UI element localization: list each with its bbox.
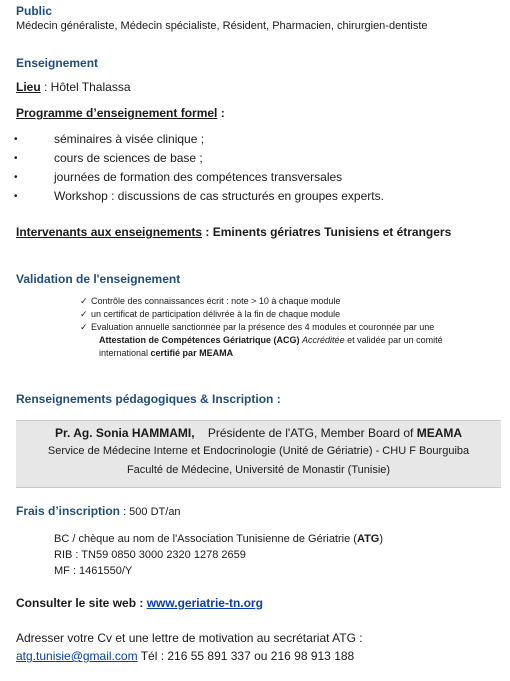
validation-item-3-line3 [99,348,233,358]
public-heading: Public [16,4,53,18]
bullet-icon: • [14,153,18,164]
validation-heading: Validation de l'enseignement [16,272,181,286]
site-line [16,596,263,610]
accreditee-text: Accréditée [302,335,345,345]
programme-item-3: journées de formation des compétences transversales [54,170,343,184]
bc-close: ) [379,533,384,545]
meama-text: MEAMA [416,426,463,440]
programme-label: Programme d’enseignement formel [16,106,218,120]
validation-item-2: un certificat de participation délivrée à la fin de chaque module [91,309,341,319]
programme-item-2: cours de sciences de base ; [54,151,203,165]
checkmark-icon: ✓ [80,322,88,332]
intervenants-line [16,225,451,239]
bullet-icon: • [14,172,18,183]
lieu-label: Lieu [16,80,41,94]
public-text: Médecin généraliste, Médecin spécialiste, Résident, Pharmacien, chirurgien-dentiste [16,20,428,32]
contact-line-1: Adresser votre Cv et une lettre de motivation au secrétariat ATG : [16,631,363,645]
certifie-text: certifié par MEAMA [150,348,234,358]
contact-line-2 [16,649,354,663]
site-link[interactable]: www.geriatrie-tn.org [146,596,263,610]
bullet-icon: • [14,134,18,145]
frais-heading: Frais d’inscription [16,504,121,518]
contact-name-line [16,426,501,440]
lieu-value: : Hôtel Thalassa [40,80,131,94]
checkmark-icon: ✓ [80,296,88,306]
programme-line [16,106,225,120]
validation-item-3-line2 [99,335,443,345]
contact-box [16,420,501,488]
site-label: Consulter le site web : [16,596,147,610]
intervenants-label: Intervenants aux enseignements [16,225,203,239]
intervenants-value: : Eminents gériatres Tunisiens et étrangers [202,225,452,239]
international-text: international [99,348,151,358]
lieu-line [16,80,131,94]
programme-item-1: séminaires à visée clinique ; [54,132,205,146]
comite-text: et validée par un comité [344,335,443,345]
atg-text: ATG [356,533,380,545]
contact-faculte: Faculté de Médecine, Université de Monastir (Tunisie) [126,464,391,476]
contact-role: Présidente de l'ATG, Member Board of [207,426,417,440]
contact-name: Pr. Ag. Sonia HAMMAMI, [54,426,195,440]
renseignements-heading: Renseignements pédagogiques & Inscription : [16,392,281,406]
contact-tel: Tél : 216 55 891 337 ou 216 98 913 188 [137,649,355,663]
checkmark-icon: ✓ [80,309,88,319]
acg-text: Attestation de Compétences Gériatrique (ACG) [99,335,303,345]
bullet-icon: • [14,191,18,202]
email-link[interactable]: atg.tunisie@gmail.com [16,649,138,663]
frais-rib: RIB : TN59 0850 3000 2320 1278 2659 [54,549,246,561]
validation-item-1: Contrôle des connaissances écrit : note > 10 à chaque module [91,296,341,306]
programme-colon: : [217,106,225,120]
frais-line [16,504,181,518]
frais-mf: MF : 1461550/Y [54,565,133,577]
validation-item-3-line1: Evaluation annuelle sanctionnée par la présence des 4 modules et couronnée par une [91,322,435,332]
frais-bc [54,533,383,545]
contact-service: Service de Médecine Interne et Endocrinologie (Unité de Gériatrie) - CHU F Bourguiba [47,445,470,457]
enseignement-heading: Enseignement [16,56,99,70]
bc-text: BC / chèque au nom de l'Association Tunisienne de Gériatrie ( [54,533,357,545]
frais-value: : 500 DT/an [120,506,181,518]
programme-item-4: Workshop : discussions de cas structurés en groupes experts. [54,189,384,203]
